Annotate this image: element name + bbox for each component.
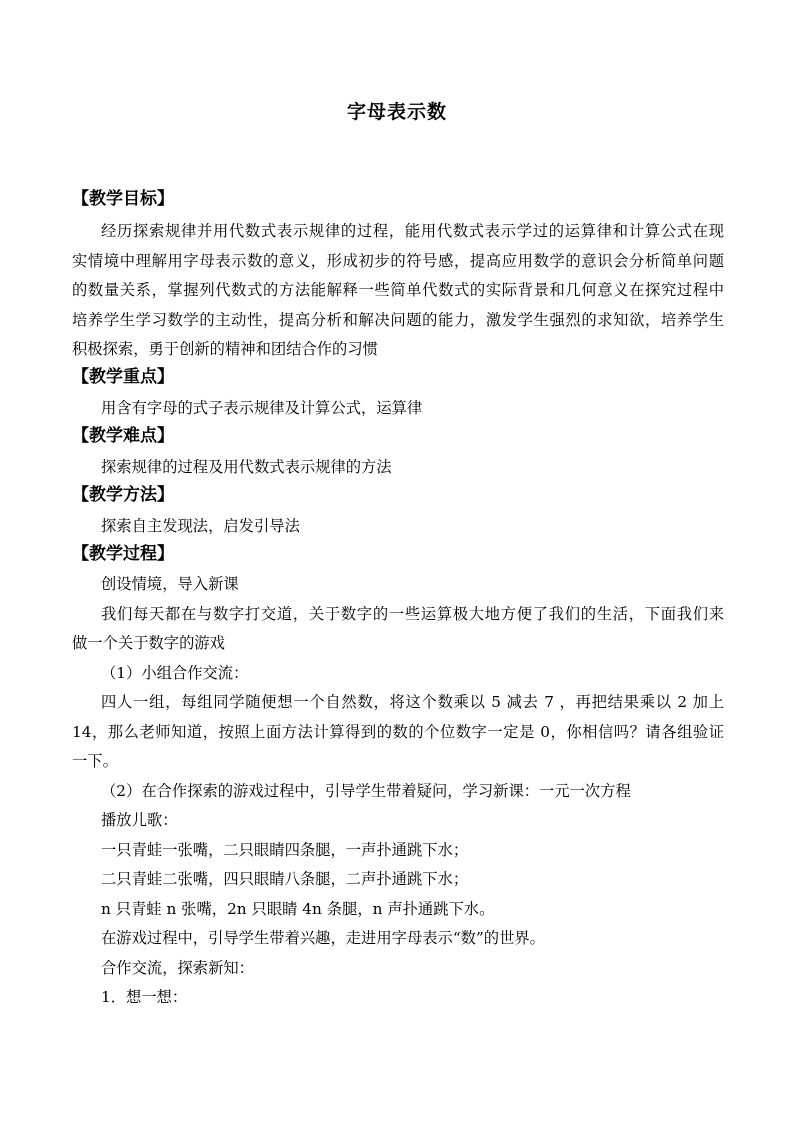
difficulties-heading: 【教学难点】 (72, 426, 174, 446)
methods-text: 探索自主发现法，启发引导法 (101, 517, 300, 535)
key-points-heading: 【教学重点】 (72, 367, 174, 387)
methods-heading: 【教学方法】 (72, 485, 174, 505)
process-line-15: 1．想一想： (101, 988, 188, 1006)
process-line-8: （2）在合作探索的游戏过程中，引导学生带着疑问，学习新课：一元一次方程 (101, 782, 631, 800)
process-line-14: 合作交流，探索新知： (101, 959, 254, 977)
process-line-4: （1）小组合作交流： (101, 664, 249, 682)
objectives-heading: 【教学目标】 (72, 189, 174, 209)
objectives-line-3: 的数量关系，掌握列代数式的方法能解释一些简单代数式的实际背景和几何意义在探究过程中 (72, 281, 724, 299)
process-line-3: 做一个关于数字的游戏 (72, 634, 225, 652)
process-line-13: 在游戏过程中，引导学生带着兴趣，走进用字母表示“数”的世界。 (101, 929, 545, 947)
key-points-text: 用含有字母的式子表示规律及计算公式，运算律 (101, 399, 423, 417)
objectives-line-5: 积极探索，勇于创新的精神和团结合作的习惯 (72, 340, 378, 358)
process-line-7: 一下。 (72, 752, 118, 770)
process-line-2: 我们每天都在与数字打交道，关于数字的一些运算极大地方便了我们的生活，下面我们来 (101, 605, 724, 623)
process-line-5: 四人一组，每组同学随便想一个自然数，将这个数乘以 5 减去 7 ，再把结果乘以 2 加上 (101, 693, 724, 711)
process-line-11: 二只青蛙二张嘴，四只眼睛八条腿，二声扑通跳下水； (101, 870, 469, 888)
difficulties-text: 探索规律的过程及用代数式表示规律的方法 (101, 458, 392, 476)
document-title: 字母表示数 (346, 101, 447, 123)
objectives-line-4: 培养学生学习数学的主动性，提高分析和解决问题的能力，激发学生强烈的求知欲，培养学生 (72, 311, 724, 329)
objectives-line-2: 实情境中理解用字母表示数的意义，形成初步的符号感，提高应用数学的意识会分析简单问题 (72, 252, 724, 270)
process-line-12: n 只青蛙 n 张嘴，2n 只眼睛 4n 条腿，n 声扑通跳下水。 (101, 900, 495, 918)
process-heading: 【教学过程】 (72, 544, 174, 564)
process-line-9: 播放儿歌： (101, 811, 178, 829)
process-line-10: 一只青蛙一张嘴，二只眼睛四条腿，一声扑通跳下水； (101, 841, 469, 859)
objectives-line-1: 经历探索规律并用代数式表示规律的过程，能用代数式表示学过的运算律和计算公式在现 (101, 222, 724, 240)
process-line-6: 14，那么老师知道，按照上面方法计算得到的数的个位数字一定是 0，你相信吗？请各组验证 (72, 723, 724, 741)
process-line-1: 创设情境，导入新课 (101, 575, 239, 593)
